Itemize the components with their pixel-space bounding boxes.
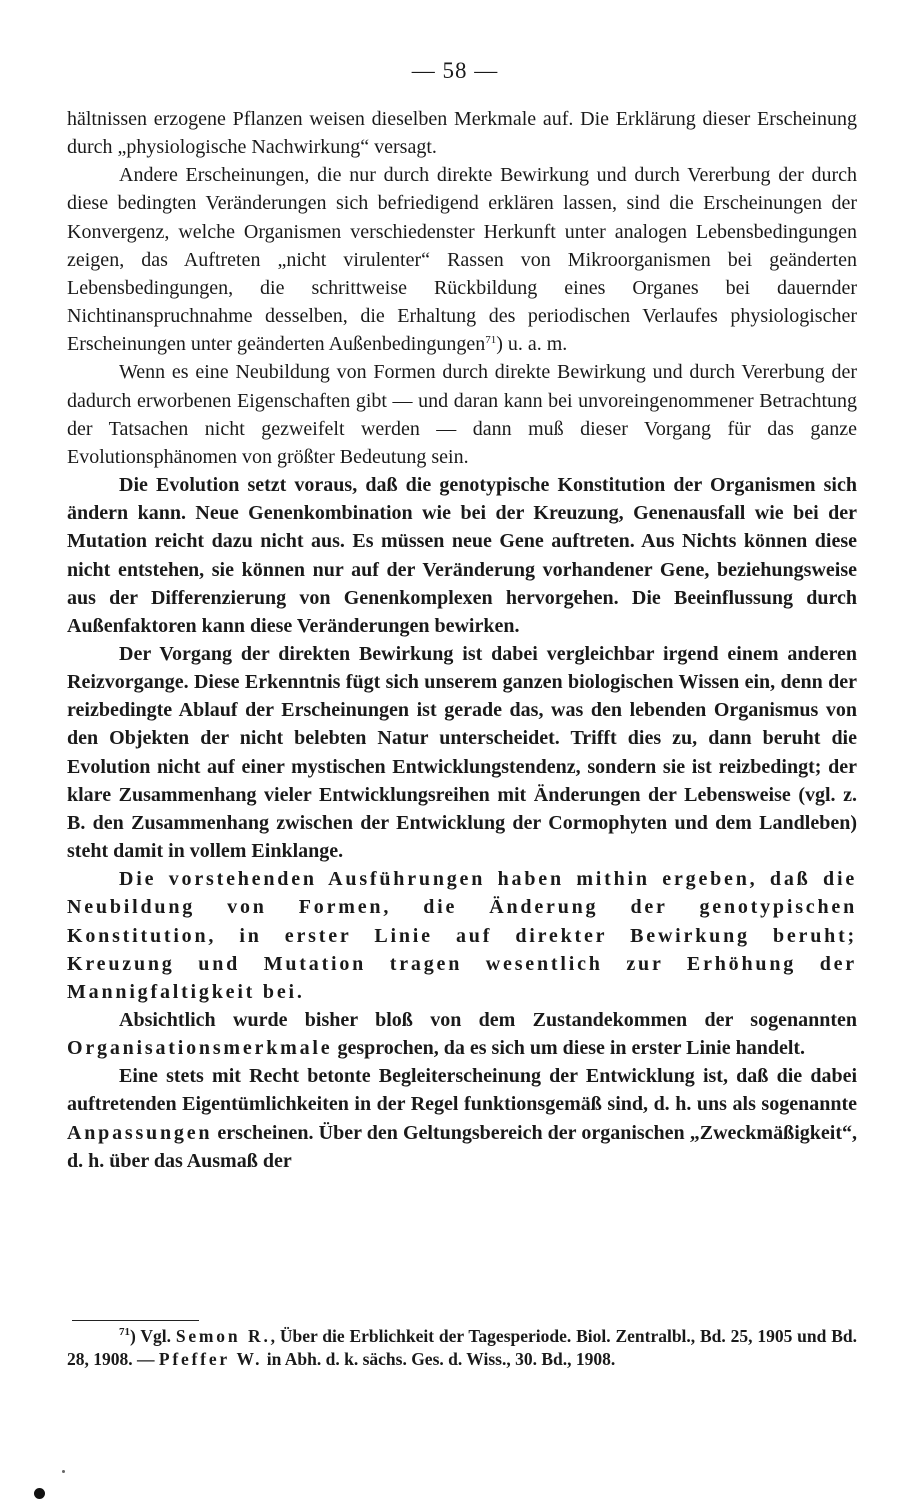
paragraph-8 [67,1062,857,1175]
paragraph-6: Die vorstehenden Ausführungen haben mithin ergeben, daß die Neubildung von Formen, die Änderung der genotypischen Konstitution, in erster Linie auf direkter Bewirkung beruht; Kreuzung und Mutation tragen wesentlich zur Erhöhung der Mannigfaltigkeit bei. [67,868,857,1003]
body-text [67,105,857,1175]
footnote-mark: 71 [119,1326,130,1338]
paragraph-3: Wenn es eine Neubildung von Formen durch direkte Bewirkung und durch Vererbung der dadurch erworbenen Eigenschaften gibt — und daran kann bei unvoreingenommener Betrachtung der Tatsachen nicht gezweifelt werden — dann muß dieser Vorgang für das ganze Evolutionsphänomen von größter Bedeutung sein. [67,361,857,468]
footnote-reference: 71 [485,334,497,347]
footnote-citation-1: , Über die Erblichkeit der Tagesperiode. Biol. Zentralbl., Bd. 25, 1905 und Bd. 28, 1908. — [67,1326,857,1369]
footnote-author-pfeffer: Pfeffer W. [158,1349,263,1369]
footnote-open: ) Vgl. [130,1326,176,1346]
paragraph-8-tail: erscheinen. Über den Geltungsbereich der organischen „Zweckmäßigkeit“, d. h. über das Ausmaß der [67,1121,857,1172]
paragraph-2 [67,161,857,358]
footnote-divider [72,1320,199,1321]
paragraph-1: hältnissen erzogene Pflanzen weisen dieselben Merkmale auf. Die Erklärung dieser Erscheinung durch „physiologische Nachwirkung“ versagt. [67,108,857,159]
footnote [67,1325,857,1371]
paragraph-7-text: Absichtlich wurde bisher bloß von dem Zustandekommen der sogenannten [119,1009,857,1031]
paragraph-5: Der Vorgang der direkten Bewirkung ist dabei vergleichbar irgend einem anderen Reizvorgange. Diese Erkenntnis fügt sich unserem ganzen biologischen Wissen ein, denn der reizbedingte Ablauf der Erscheinungen ist gerade das, was den lebenden Organismus von den Objekten der nicht belebten Natur unterscheidet. Trifft dies zu, dann beruht die Evolution nicht auf einer mystischen Entwicklungstendenz, sondern sie ist reizbedingt; der klare Zusammenhang vieler Entwicklungsreihen mit Änderungen der Lebensweise (vgl. z. B. den Zusammenhang zwischen der Entwicklung der Cormophyten und dem Landleben) steht damit in vollem Einklange. [67,642,857,863]
emphasis-anpassungen: Anpassungen [67,1121,213,1144]
paragraph-2-text: Andere Erscheinungen, die nur durch direkte Bewirkung und durch Vererbung der durch diese bedingten Veränderungen sich befriedigend erklären lassen, sind die Erscheinungen der Konvergenz, welche Organismen verschiedenster Herkunft unter analogen Lebensbedingungen zeigen, das Auftreten „nicht virulenter“ Rassen von Mikroorganismen bei geänderten Lebensbedingungen, die schrittweise Rückbildung eines Organes bei dauernder Nichtinanspruchnahme desselben, die Erhaltung des periodischen Verlaufes physiologischer Erscheinungen unter geänderten Außenbedingungen [67,164,857,356]
page-number: — 58 — [411,58,499,83]
scan-speck [34,1488,45,1499]
footnote-author-semon: Semon R. [175,1326,271,1346]
paragraph-2-tail: ) u. a. m. [496,333,568,356]
paragraph-7 [67,1006,857,1062]
paragraph-8-text: Eine stets mit Recht betonte Begleiterscheinung der Entwicklung ist, daß die dabei auftretenden Eigentümlichkeiten in der Regel funktionsgemäß sind, d. h. uns als sogenannte [67,1065,857,1116]
scan-speck-small [62,1470,65,1473]
emphasis-organisationsmerkmale: Organisationsmerkmale [67,1037,333,1060]
paragraph-7-tail: gesprochen, da es sich um diese in erster Linie handelt. [332,1037,806,1060]
paragraph-4: Die Evolution setzt voraus, daß die genotypische Konstitution der Organismen sich ändern kann. Neue Genenkombination wie bei der Kreuzung, Genenausfall wie bei der Mutation reicht dazu nicht aus. Es müssen neue Gene auftreten. Aus Nichts können diese nicht entstehen, sie können nur auf der Veränderung vorhandener Gene, beziehungsweise aus der Differenzierung von Genenkomplexen hervorgehen. Die Beeinflussung durch Außenfaktoren kann diese Veränderungen bewirken. [67,474,857,637]
footnote-citation-2: in Abh. d. k. sächs. Ges. d. Wiss., 30. Bd., 1908. [262,1349,616,1369]
